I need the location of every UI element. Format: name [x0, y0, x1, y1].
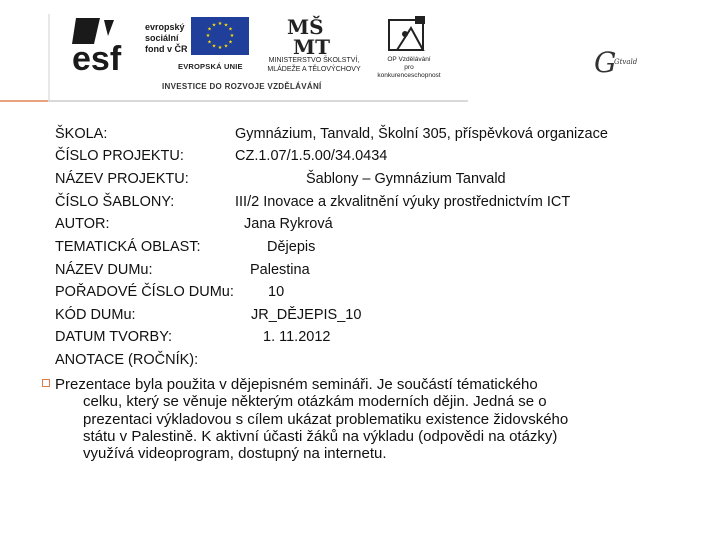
- divider-vertical: [48, 14, 50, 102]
- svg-text:MT: MT: [293, 35, 331, 56]
- svg-text:MŠ: MŠ: [287, 15, 324, 39]
- divider-line: [48, 100, 468, 102]
- info-label: KÓD DUMu:: [55, 307, 136, 323]
- esf-caption-line: evropský: [145, 22, 185, 32]
- msmt-logo: [283, 14, 339, 56]
- svg-text:★: ★: [217, 21, 223, 27]
- op-caption: [372, 56, 446, 80]
- msmt-caption-line: MINISTERSTVO ŠKOLSTVÍ,: [268, 57, 360, 64]
- info-label: POŘADOVÉ ČÍSLO DUMu:: [55, 284, 234, 300]
- info-value: Palestina: [250, 262, 310, 278]
- info-label: ANOTACE (ROČNÍK):: [55, 352, 199, 368]
- svg-text:★: ★: [207, 26, 212, 33]
- svg-text:★: ★: [205, 33, 211, 39]
- info-label: AUTOR:: [55, 216, 110, 232]
- eu-caption: EVROPSKÁ UNIE: [178, 62, 243, 71]
- eu-flag-icon: [190, 16, 250, 56]
- annotation-line: celku, který se věnuje některým otázkám moderních dějin. Jedná se o: [83, 393, 547, 411]
- annotation-line: využívá videoprogram, dostupný na internetu.: [83, 445, 387, 463]
- svg-text:★: ★: [207, 39, 212, 46]
- esf-logo: [70, 14, 145, 74]
- logo-bar: [0, 0, 720, 100]
- annotation-text: [55, 376, 685, 462]
- info-value: III/2 Inovace a zkvalitnění výuky prostřednictvím ICT: [235, 194, 571, 210]
- info-value: 1. 11.2012: [263, 329, 331, 345]
- svg-text:★: ★: [223, 43, 229, 50]
- info-label: NÁZEV DUMu:: [55, 262, 153, 278]
- info-label: TEMATICKÁ OBLAST:: [55, 239, 201, 255]
- info-label: ČÍSLO PROJEKTU:: [55, 148, 184, 164]
- svg-text:★: ★: [217, 45, 223, 51]
- info-value: Jana Rykrová: [244, 216, 333, 232]
- invest-caption: INVESTICE DO ROZVOJE VZDĚLÁVÁNÍ: [162, 82, 322, 91]
- annotation-line: státu v Palestině. K aktivní účasti žáků na výkladu (odpovědi na otázky): [83, 427, 558, 445]
- info-label: ŠKOLA:: [55, 126, 108, 142]
- svg-text:★: ★: [211, 43, 217, 50]
- op-caption-line: pro konkurenceschopnost: [377, 64, 441, 79]
- info-label: NÁZEV PROJEKTU:: [55, 171, 189, 187]
- info-value: 10: [268, 284, 285, 300]
- bullet-icon: [42, 379, 50, 387]
- esf-caption: [145, 22, 188, 55]
- info-value: CZ.1.07/1.5.00/34.0434: [235, 148, 388, 164]
- info-value: Dějepis: [267, 239, 316, 255]
- school-logo: [592, 42, 638, 84]
- op-logo: [385, 14, 433, 54]
- annotation-line: prezentaci výkladovou s cílem ukázat problematiku existence židovského: [83, 410, 569, 428]
- svg-text:G: G: [594, 46, 617, 79]
- svg-text:★: ★: [228, 39, 233, 46]
- op-caption-line: OP Vzdělávání: [387, 56, 431, 63]
- svg-text:★: ★: [211, 22, 217, 29]
- svg-text:★: ★: [229, 33, 235, 39]
- esf-logo-text: esf: [72, 40, 122, 74]
- svg-text:★: ★: [228, 26, 233, 33]
- esf-caption-line: fond v ČR: [145, 44, 188, 54]
- annotation-line: Prezentace byla použita v dějepisném semináři. Je součástí tématického: [55, 376, 538, 393]
- divider-accent: [0, 100, 48, 102]
- info-label: DATUM TVORBY:: [55, 329, 173, 345]
- school-logo-text: Gtvald: [614, 58, 638, 66]
- info-value: JR_DĚJEPIS_10: [251, 307, 362, 323]
- msmt-caption: [255, 56, 373, 74]
- esf-caption-line: sociální: [145, 33, 179, 43]
- svg-text:★: ★: [223, 22, 229, 29]
- info-label: ČÍSLO ŠABLONY:: [55, 194, 175, 210]
- info-value: Šablony – Gymnázium Tanvald: [306, 171, 506, 187]
- info-value: Gymnázium, Tanvald, Školní 305, příspěvková organizace: [235, 126, 608, 142]
- msmt-caption-line: MLÁDEŽE A TĚLOVÝCHOVY: [267, 66, 361, 73]
